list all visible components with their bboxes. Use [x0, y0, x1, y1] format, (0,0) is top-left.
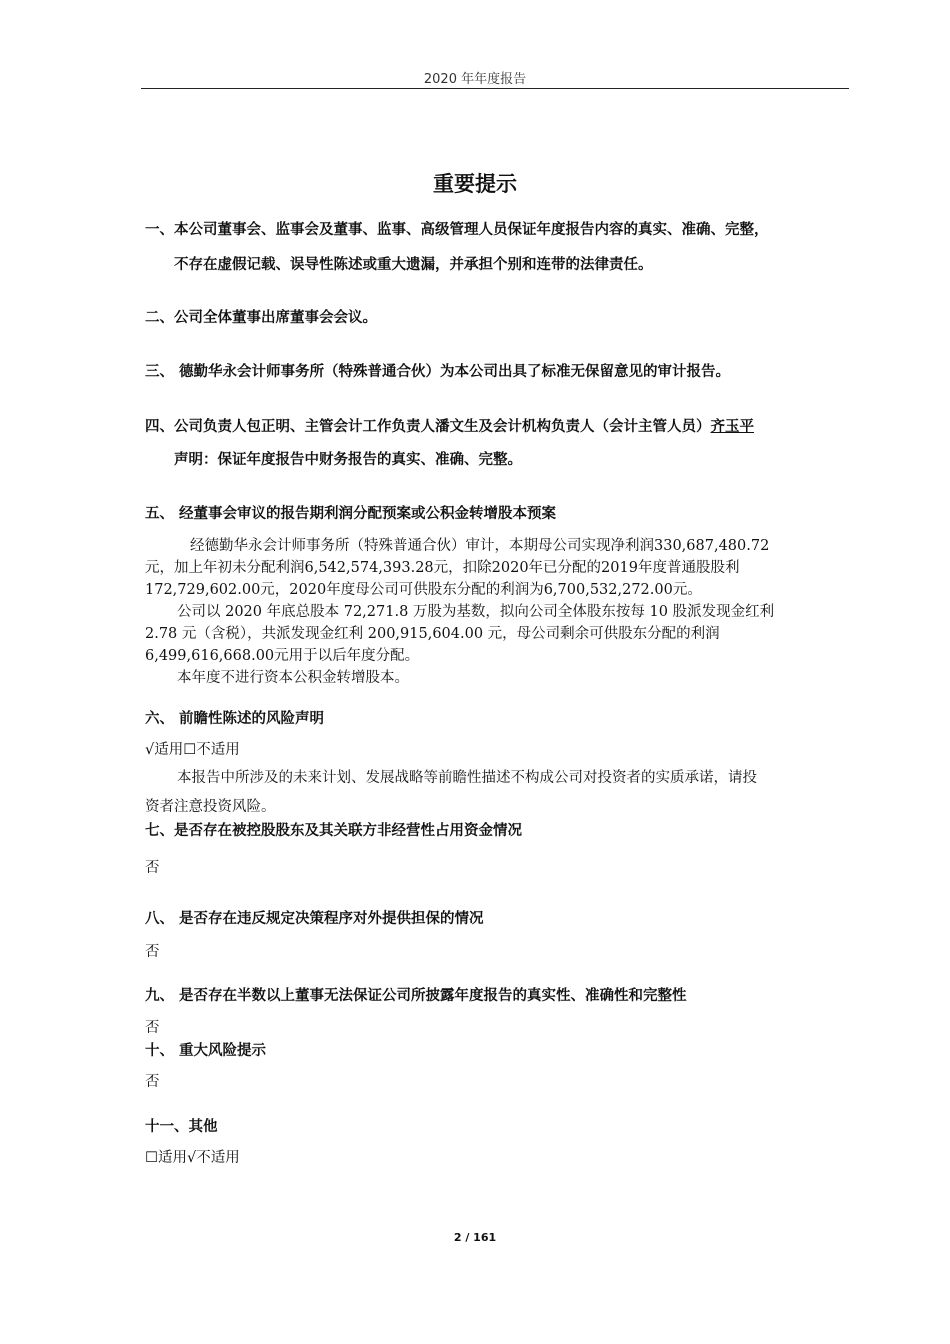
section-4-line-1	[145, 415, 754, 436]
section-10-answer: 否	[145, 1074, 160, 1090]
page-number: 2 / 161	[453, 1231, 497, 1244]
section-11-applicability: ☐适用√不适用	[145, 1150, 240, 1166]
section-5-p2-line-1: 公司以 2020 年底总股本 72,271.8 万股为基数，拟向公司全体股东按每 10 股派发现金红利	[177, 604, 775, 620]
header-rule	[141, 88, 849, 89]
section-6-heading: 六、 前瞻性陈述的风险声明	[145, 711, 325, 727]
section-6-applicability: √适用☐不适用	[145, 742, 240, 758]
section-5-p3: 本年度不进行资本公积金转增股本。	[177, 670, 409, 686]
section-2-line-1: 二、公司全体董事出席董事会会议。	[145, 310, 377, 326]
page-title: 重要提示	[433, 172, 517, 196]
section-11-heading: 十一、其他	[145, 1119, 218, 1135]
section-5-p1-line-1: 经德勤华永会计师事务所（特殊普通合伙）审计，本期母公司实现净利润330,687,480.72	[190, 538, 770, 554]
page-header: 2020 年年度报告	[423, 72, 527, 87]
section-5-p2-line-3: 6,499,616,668.00元用于以后年度分配。	[145, 648, 420, 664]
section-4-line-2: 声明：保证年度报告中财务报告的真实、准确、完整。	[174, 452, 522, 468]
section-5-p2-line-2: 2.78 元（含税），共派发现金红利 200,915,604.00 元，母公司剩余可供股东分配的利润	[145, 626, 720, 642]
section-4-line-1-text: 四、公司负责人包正明、主管会计工作负责人潘文生及会计机构负责人（会计主管人员）	[145, 419, 711, 435]
section-1-line-1: 一、本公司董事会、监事会及董事、监事、高级管理人员保证年度报告内容的真实、准确、完整，	[145, 222, 769, 238]
section-6-p1-line-2: 资者注意投资风险。	[145, 799, 276, 815]
section-10-heading: 十、 重大风险提示	[145, 1043, 267, 1059]
section-8-heading: 八、 是否存在违反规定决策程序对外提供担保的情况	[145, 911, 484, 927]
section-1-line-2: 不存在虚假记载、误导性陈述或重大遗漏，并承担个别和连带的法律责任。	[174, 257, 653, 273]
section-5-p1-line-3: 172,729,602.00元，2020年度母公司可供股东分配的利润为6,700,532,272.00元。	[145, 582, 702, 598]
section-5-heading: 五、 经董事会审议的报告期利润分配预案或公积金转增股本预案	[145, 506, 557, 522]
section-8-answer: 否	[145, 944, 160, 960]
accounting-head-name: 齐玉平	[710, 419, 754, 435]
section-5-p1-line-2: 元，加上年初未分配利润6,542,574,393.28元，扣除2020年已分配的2019年度普通股股利	[145, 560, 740, 576]
section-9-heading: 九、 是否存在半数以上董事无法保证公司所披露年度报告的真实性、准确性和完整性	[145, 988, 687, 1004]
section-3-line-1: 三、 德勤华永会计师事务所（特殊普通合伙）为本公司出具了标准无保留意见的审计报告。	[145, 364, 731, 380]
section-7-heading: 七、是否存在被控股股东及其关联方非经营性占用资金情况	[145, 823, 522, 839]
section-6-p1-line-1: 本报告中所涉及的未来计划、发展战略等前瞻性描述不构成公司对投资者的实质承诺，请投	[177, 770, 757, 786]
section-9-answer: 否	[145, 1020, 160, 1036]
section-7-answer: 否	[145, 860, 160, 876]
